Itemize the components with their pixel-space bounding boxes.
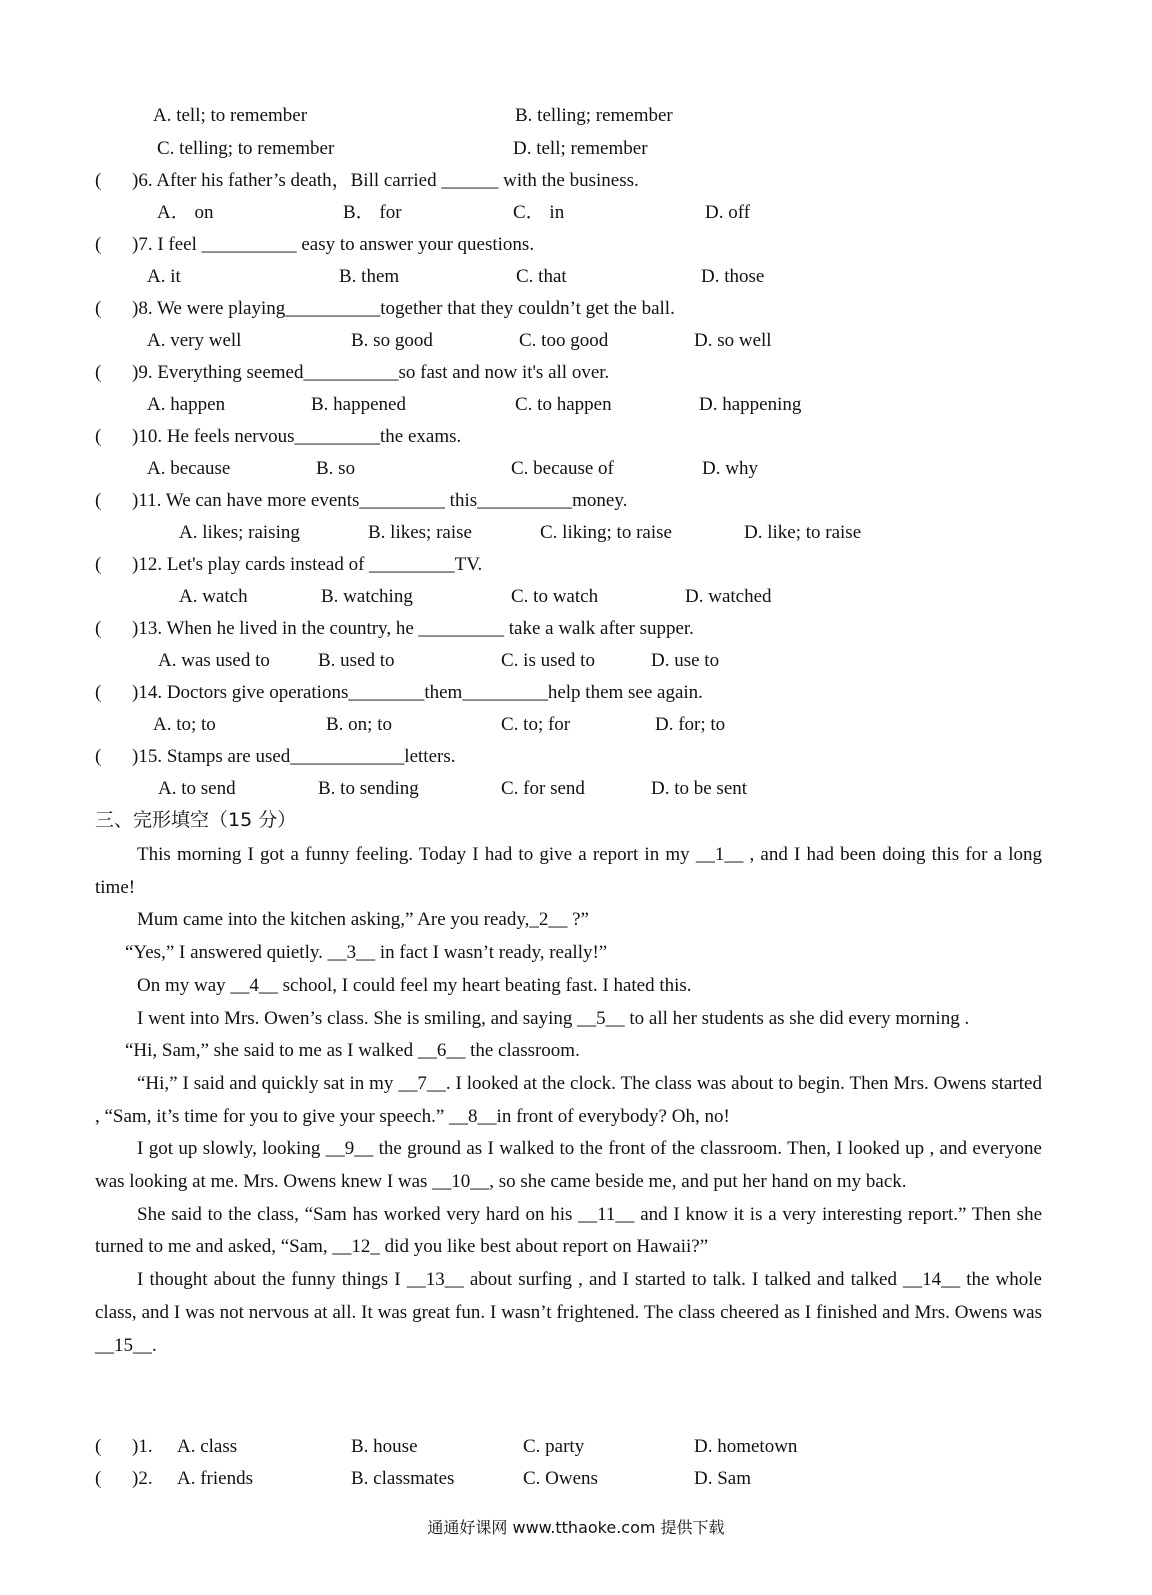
q8-option-c: C. too good	[519, 330, 609, 351]
cloze1-option-d: D. hometown	[694, 1436, 798, 1457]
cloze2-option-a: A. friends	[177, 1468, 253, 1489]
q5-option-c: C. telling; to remember	[157, 138, 335, 159]
q15-option-a: A. to send	[158, 778, 236, 799]
q6-option-c: C． in	[513, 202, 565, 223]
q13-option-d: D. use to	[651, 650, 720, 671]
q13-paren: (	[95, 618, 102, 639]
cloze2-option-d: D. Sam	[694, 1468, 751, 1489]
q5-option-a: A. tell; to remember	[153, 105, 308, 126]
passage-paragraph: She said to the class, “Sam has worked very hard on his __11__ and I know it is a very interesting report.” Then she turned to me and asked, “Sam, __12_ did you like best about report on Hawaii?”	[95, 1203, 1042, 1258]
q9-option-c: C. to happen	[515, 394, 612, 415]
q10-paren: (	[95, 426, 102, 447]
q9-option-a: A. happen	[147, 394, 226, 415]
q15-option-b: B. to sending	[318, 778, 419, 799]
passage-paragraph: “Hi, Sam,” she said to me as I walked __6__ the classroom.	[125, 1040, 580, 1062]
cloze-passage	[95, 839, 1042, 1362]
passage-paragraph: This morning I got a funny feeling. Today I had to give a report in my __1__ , and I had been doing this for a long time!	[95, 844, 1042, 898]
q14-option-d: D. for; to	[655, 714, 726, 735]
q13-option-a: A. was used to	[158, 650, 270, 671]
q12-option-a: A. watch	[179, 586, 248, 607]
cloze2-paren: (	[95, 1468, 102, 1489]
q15-paren: (	[95, 746, 102, 767]
cloze1-number: )1.	[132, 1436, 153, 1457]
page-footer: 通通好课网 www.tthaoke.com 提供下载	[427, 1518, 725, 1537]
q11-stem: )11. We can have more events_________ this__________money.	[132, 490, 628, 511]
q11-option-d: D. like; to raise	[744, 522, 862, 543]
q12-option-d: D. watched	[685, 586, 772, 607]
q8-stem: )8. We were playing__________together that they couldn’t get the ball.	[132, 298, 675, 319]
q14-paren: (	[95, 682, 102, 703]
passage-paragraph: On my way __4__ school, I could feel my heart beating fast. I hated this.	[137, 974, 692, 996]
q7-option-a: A. it	[147, 266, 181, 287]
passage-paragraph: I thought about the funny things I __13__ about surfing , and I started to talk. I talked and talked __14__ the whole class, and I was not nervous at all. It was great fun. I wasn’t frightened. The class cheered as I finished and Mrs. Owens was __15__.	[95, 1269, 1042, 1356]
passage-paragraph: I went into Mrs. Owen’s class. She is smiling, and saying __5__ to all her students as she did every morning .	[137, 1007, 970, 1029]
q11-option-a: A. likes; raising	[179, 522, 300, 543]
q11-paren: (	[95, 490, 102, 511]
q6-option-d: D. off	[705, 202, 751, 223]
q10-stem: )10. He feels nervous_________the exams.	[132, 426, 462, 447]
q10-option-d: D. why	[702, 458, 758, 479]
q12-stem: )12. Let's play cards instead of _________TV.	[132, 554, 483, 575]
q6-stem: )6. After his father’s death，Bill carried ______ with the business.	[132, 170, 639, 191]
cloze1-option-a: A. class	[177, 1436, 238, 1457]
cloze1-option-b: B. house	[351, 1436, 418, 1457]
cloze1-option-c: C. party	[523, 1436, 585, 1457]
passage-paragraph: “Hi,” I said and quickly sat in my __7__. I looked at the clock. The class was about to begin. Then Mrs. Owens started , “Sam, it’s time for you to give your speech.” __8__in front of everybody? Oh, no!	[95, 1072, 1042, 1127]
q7-stem: )7. I feel __________ easy to answer your questions.	[132, 234, 535, 255]
q9-option-b: B. happened	[311, 394, 406, 415]
q11-option-b: B. likes; raise	[368, 522, 472, 543]
q5-option-d: D. tell; remember	[513, 138, 648, 159]
passage-paragraph: I got up slowly, looking __9__ the ground as I walked to the front of the classroom. Then, I looked up , and everyone was looking at me. Mrs. Owens knew I was __10__, so she came beside me, and put her hand on my back.	[95, 1138, 1042, 1193]
q7-paren: (	[95, 234, 102, 255]
q6-option-a: A． on	[157, 202, 214, 223]
passage-paragraph: “Yes,” I answered quietly. __3__ in fact I wasn’t ready, really!”	[125, 942, 608, 964]
section-heading: 三、完形填空（15 分）	[95, 809, 297, 831]
q8-paren: (	[95, 298, 102, 319]
q9-option-d: D. happening	[699, 394, 802, 415]
q15-option-c: C. for send	[501, 778, 585, 799]
q14-option-c: C. to; for	[501, 714, 571, 735]
q7-option-b: B. them	[339, 266, 400, 287]
cloze2-option-b: B. classmates	[351, 1468, 455, 1489]
q14-stem: )14. Doctors give operations________them_________help them see again.	[132, 682, 703, 703]
q13-option-c: C. is used to	[501, 650, 595, 671]
q8-option-b: B. so good	[351, 330, 433, 351]
q10-option-a: A. because	[147, 458, 231, 479]
q11-option-c: C. liking; to raise	[540, 522, 672, 543]
q7-option-c: C. that	[516, 266, 567, 287]
q12-paren: (	[95, 554, 102, 575]
q10-option-c: C. because of	[511, 458, 614, 479]
q15-stem: )15. Stamps are used____________letters.	[132, 746, 456, 767]
q6-option-b: B． for	[343, 202, 402, 223]
q15-option-d: D. to be sent	[651, 778, 748, 799]
q8-option-a: A. very well	[147, 330, 242, 351]
passage-paragraph: Mum came into the kitchen asking,” Are you ready,_2__ ?”	[137, 909, 589, 931]
q12-option-b: B. watching	[321, 586, 413, 607]
q5-option-b: B. telling; remember	[515, 105, 673, 126]
q10-option-b: B. so	[316, 458, 356, 479]
q8-option-d: D. so well	[694, 330, 772, 351]
cloze2-number: )2.	[132, 1468, 153, 1489]
q13-stem: )13. When he lived in the country, he _________ take a walk after supper.	[132, 618, 694, 639]
q14-option-a: A. to; to	[153, 714, 216, 735]
q12-option-c: C. to watch	[511, 586, 599, 607]
q9-paren: (	[95, 362, 102, 383]
q7-option-d: D. those	[701, 266, 765, 287]
q14-option-b: B. on; to	[326, 714, 392, 735]
q13-option-b: B. used to	[318, 650, 395, 671]
q6-paren: (	[95, 170, 102, 191]
cloze2-option-c: C. Owens	[523, 1468, 598, 1489]
q9-stem: )9. Everything seemed__________so fast and now it's all over.	[132, 362, 610, 383]
cloze1-paren: (	[95, 1436, 102, 1457]
